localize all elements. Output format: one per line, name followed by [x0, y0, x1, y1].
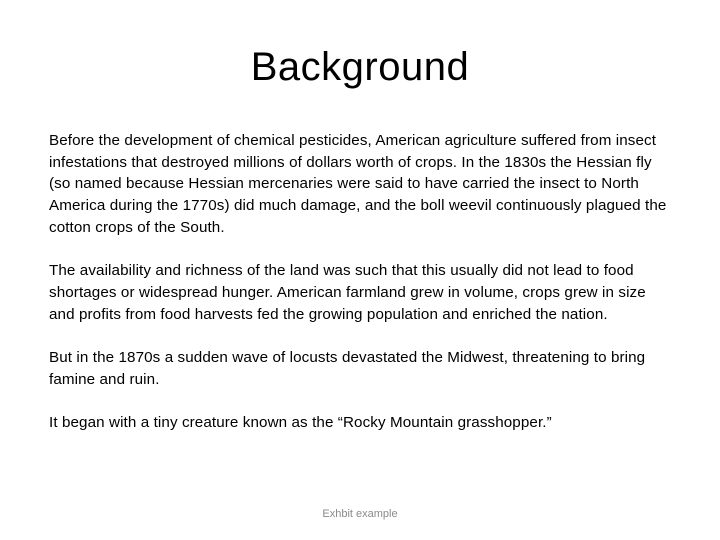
paragraph-land-richness: The availability and richness of the land was such that this usually did not lead to food shortages or widespread hunger. American farmland grew in volume, crops grew in size and profits from food harvests fed the growing population and enriched the nation. [49, 262, 646, 323]
slide-body [49, 130, 674, 455]
paragraph-pesticides: Before the development of chemical pesticides, American agriculture suffered from insect infestations that destroyed millions of dollars worth of crops. In the 1830s the Hessian fly (so named because Hessian mercenaries were said to have carried the insect to North America during the 1770s) did much damage, and the boll weevil continuously plagued the cotton crops of the South. [49, 132, 667, 236]
paragraph-locusts: But in the 1870s a sudden wave of locusts devastated the Midwest, threatening to bring famine and ruin. [49, 349, 646, 388]
slide-title: Background [250, 45, 470, 89]
slide-footer: Exhbit example [322, 508, 398, 520]
paragraph-grasshopper: It began with a tiny creature known as the “Rocky Mountain grasshopper.” [49, 414, 552, 432]
